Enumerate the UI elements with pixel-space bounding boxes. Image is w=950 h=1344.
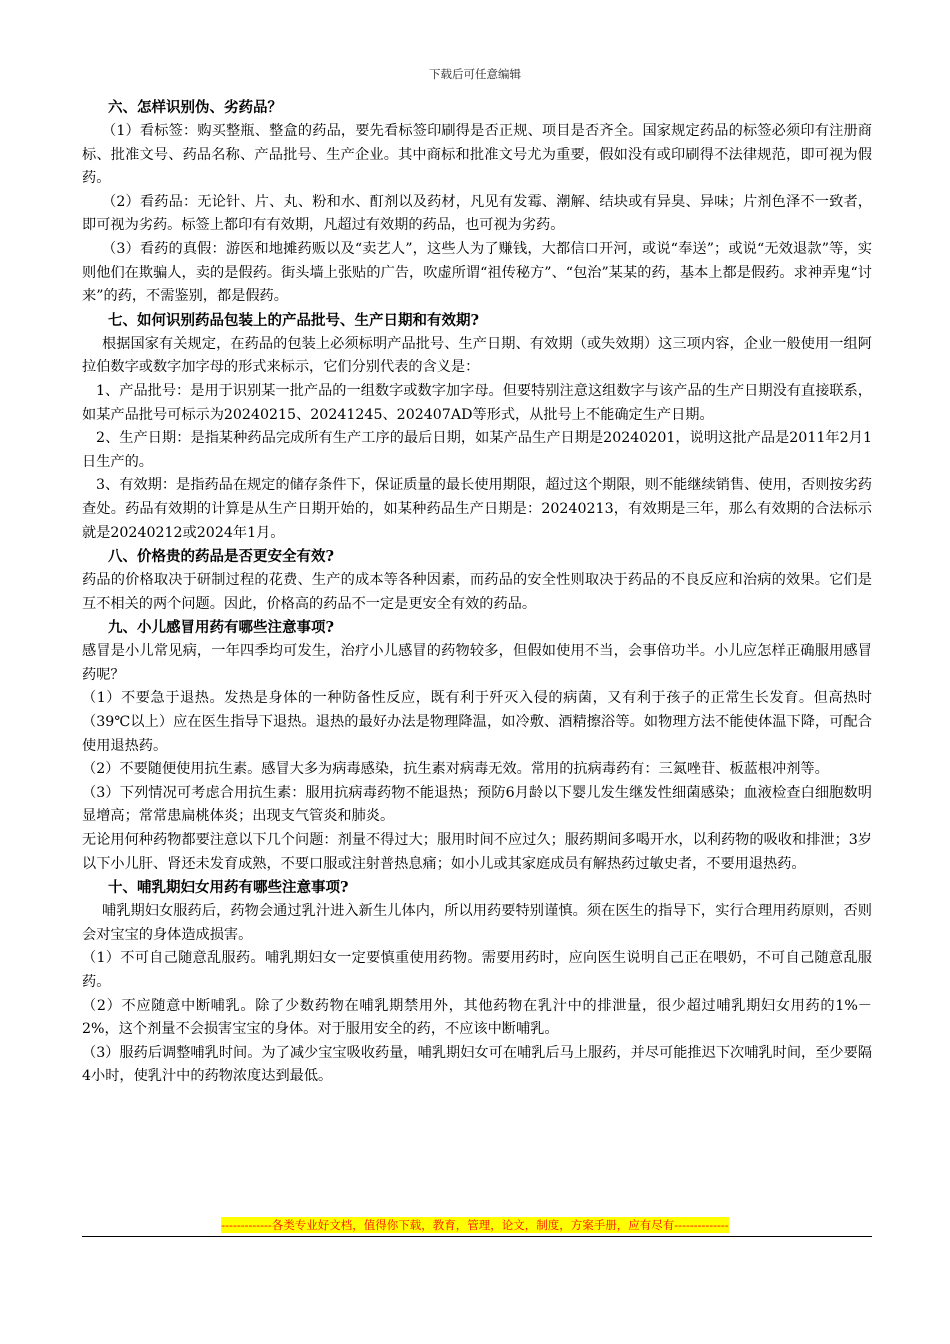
section-heading: 八、价格贵的药品是否更安全有效? [108,548,334,566]
paragraph: （2）看药品：无论针、片、丸、粉和水、酊剂以及药材，凡见有发霉、潮解、结块或有异臭、异味；片剂色泽不一致者，即可视为劣药。标签上都印有有效期，凡超过有效期的药品，也可视为劣药。 [82,193,872,234]
section-heading: 十、哺乳期妇女用药有哪些注意事项? [108,879,349,897]
paragraph: 感冒是小儿常见病，一年四季均可发生，治疗小儿感冒的药物较多，但假如使用不当，会事倍功半。小儿应怎样正确服用感冒药呢？ [82,643,872,683]
paragraph: （2）不要随便使用抗生素。感冒大多为病毒感染，抗生素对病毒无效。常用的抗病毒药有：三氮唑苷、板蓝根冲剂等。 [82,761,829,778]
section-heading: 六、怎样识别伪、劣药品？ [108,99,282,116]
section-heading: 九、小儿感冒用药有哪些注意事项? [108,619,334,637]
paragraph: （2）不应随意中断哺乳。除了少数药物在哺乳期禁用外，其他药物在乳汁中的排泄量，很少超过哺乳期妇女用药的1%－2%，这个剂量不会损害宝宝的身体。对于服用安全的药，不应该中断哺乳。 [82,997,872,1038]
paragraph: 2、生产日期：是指某种药品完成所有生产工序的最后日期，如某产品生产日期是20240201，说明这批产品是2011年2月1日生产的。 [82,430,872,470]
paragraph: 无论用何种药物都要注意以下几个问题：剂量不得过大；服用时间不应过久；服药期间多喝开水，以利药物的吸收和排泄；3岁以下小儿肝、肾还未发育成熟，不要口服或注射普热息痛；如小儿或其家庭成员有解热药过敏史者，不要用退热药。 [82,832,872,872]
paragraph: 根据国家有关规定，在药品的包装上必须标明产品批号、生产日期、有效期（或失效期）这三项内容，企业一般使用一组阿拉伯数字或数字加字母的形式来标示，它们分别代表的含义是： [82,335,872,376]
paragraph: （1）看标签：购买整瓶、整盒的药品，要先看标签印刷得是否正规、项目是否齐全。国家规定药品的标签必须印有注册商标、批准文号、药品名称、产品批号、生产企业。其中商标和批准文号尤为重要，假如没有或印刷得不法律规范，即可视为假药。 [82,123,872,187]
paragraph: （3）下列情况可考虑合用抗生素：服用抗病毒药物不能退热；预防6月龄以下婴儿发生继发性细菌感染；血液检查白细胞数明显增高；常常患扁桃体炎；出现支气管炎和肺炎。 [82,784,872,825]
header-note: 下载后可任意编辑 [429,67,521,81]
paragraph: （1）不可自己随意乱服药。哺乳期妇女一定要慎重使用药物。需要用药时，应向医生说明自己正在喂奶，不可自己随意乱服药。 [82,950,872,990]
paragraph: 1、产品批号：是用于识别某一批产品的一组数字或数字加字母。但要特别注意这组数字与该产品的生产日期没有直接联系，如某产品批号可标示为20240215、20241245、202407AD等形式，从批号上不能确定生产日期。 [82,382,872,423]
paragraph: （3）服药后调整哺乳时间。为了减少宝宝吸收药量，哺乳期妇女可在哺乳后马上服药，并尽可能推迟下次哺乳时间，至少要隔4小时，使乳汁中的药物浓度达到最低。 [82,1044,872,1085]
paragraph: 3、有效期：是指药品在规定的储存条件下，保证质量的最长使用期限，超过这个期限，则不能继续销售、使用，否则按劣药查处。药品有效期的计算是从生产日期开始的，如某种药品生产日期是：20240213，有效期是三年，那么有效期的合法标示就是20240212或2024年1月。 [82,477,872,541]
document-body [82,96,872,1089]
section-heading: 七、如何识别药品包装上的产品批号、生产日期和有效期? [108,311,479,329]
paragraph: （3）看药的真假：游医和地摊药贩以及“卖艺人”，这些人为了赚钱，大都信口开河，或说“奉送”；或说“无效退款”等，实则他们在欺骗人，卖的是假药。街头墙上张贴的广告，吹虚所谓“祖传秘方”、“包治”某某的药，基本上都是假药。求神弄鬼“讨来”的药，不需鉴别，都是假药。 [82,240,872,305]
paragraph: （1）不要急于退热。发热是身体的一种防备性反应，既有利于歼灭入侵的病菌，又有利于孩子的正常生长发育。但高热时（39℃以上）应在医生指导下退热。退热的最好办法是物理降温，如冷敷、酒精擦浴等。如物理方法不能使体温下降，可配合使用退热药。 [82,690,872,754]
footer-banner-text: -------------各类专业好文档，值得你下载，教育，管理，论文，制度，方案手册，应有尽有-------------- [221,1218,729,1232]
paragraph: 药品的价格取决于研制过程的花费、生产的成本等各种因素，而药品的安全性则取决于药品的不良反应和治病的效果。它们是互不相关的两个问题。因此，价格高的药品不一定是更安全有效的药品。 [82,572,872,612]
footer-divider [82,1236,872,1237]
paragraph: 哺乳期妇女服药后，药物会通过乳汁进入新生儿体内，所以用药要特别谨慎。须在医生的指导下，实行合理用药原则，否则会对宝宝的身体造成损害。 [82,903,872,943]
footer-banner [0,1214,950,1233]
